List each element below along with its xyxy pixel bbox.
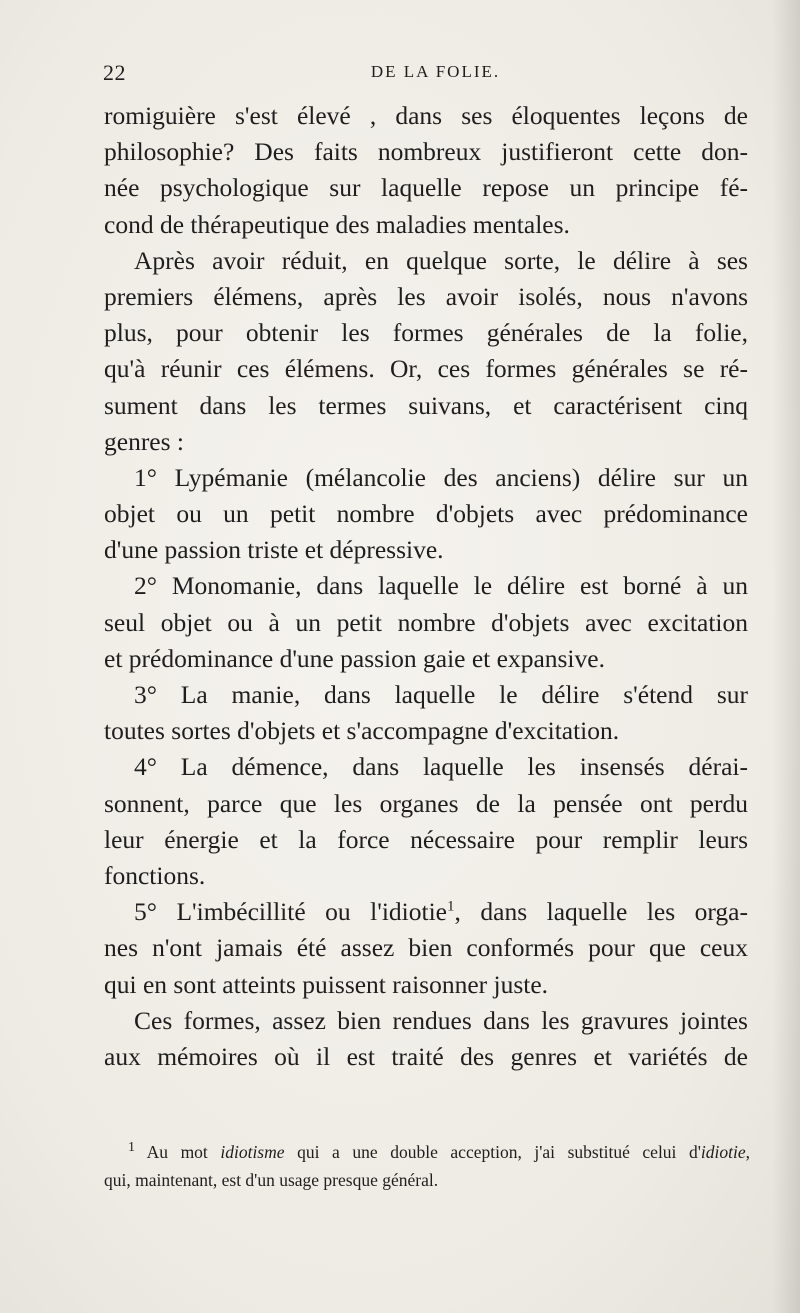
footnote-text: qui a une double acception, j'ai substitué celui d' (284, 1142, 701, 1162)
text-line: et prédominance d'une passion gaie et expansive. (104, 643, 605, 673)
footnote (104, 1138, 750, 1194)
text-line: qui en sont atteints puissent raisonner juste. (104, 969, 549, 999)
text-line: d'une passion triste et dépressive. (104, 535, 444, 565)
text-line: 1° Lypémanie (mélancolie des anciens) délire sur un (134, 462, 748, 492)
text-line: toutes sortes d'objets et s'accompagne d'excitation. (104, 716, 620, 746)
body-text (104, 98, 748, 1075)
footnote-text: , (745, 1142, 750, 1162)
text-line: sument dans les termes suivans, et caractérisent cinq (104, 390, 748, 420)
text-line: romiguière s'est élevé , dans ses éloquentes leçons de (104, 101, 748, 130)
text-line: seul objet ou à un petit nombre d'objets avec excitation (104, 607, 748, 637)
text-line: philosophie? Des faits nombreux justifieront cette don- (104, 137, 748, 167)
text-line: Ces formes, assez bien rendues dans les gravures jointes (134, 1005, 748, 1035)
footnote-mark: 1 (128, 1140, 135, 1156)
text-line: Après avoir réduit, en quelque sorte, le délire à ses (134, 245, 748, 275)
text-line: aux mémoires où il est traité des genres et variétés de (104, 1041, 748, 1071)
text-line: 2° Monomanie, dans laquelle le délire est borné à un (134, 571, 748, 601)
text-line: cond de thérapeutique des maladies mentales. (104, 209, 570, 239)
text-line: premiers élémens, après les avoir isolés, nous n'avons (104, 281, 748, 311)
text-fragment: 5° L'imbécillité ou l'idiotie (134, 897, 447, 927)
footnote-term: idiotie (700, 1142, 746, 1162)
footnote-text: Au mot (135, 1142, 221, 1162)
text-line: nes n'ont jamais été assez bien conformés pour que ceux (104, 933, 748, 963)
footnote-reference: 1 (447, 898, 455, 915)
text-line: leur énergie et la force nécessaire pour remplir leurs (104, 824, 748, 854)
text-line: sonnent, parce que les organes de la pensée ont perdu (104, 788, 748, 818)
text-line: genres : (104, 426, 185, 456)
page-header (103, 60, 748, 90)
text-line: 3° La manie, dans laquelle le délire s'étend sur (134, 680, 748, 709)
text-fragment: , dans laquelle les orga- (454, 897, 748, 927)
text-line: 4° La démence, dans laquelle les insensés dérai- (134, 752, 748, 782)
text-line (104, 894, 748, 930)
text-line: qu'à réunir ces élémens. Or, ces formes générales se ré- (104, 354, 748, 384)
text-line: objet ou un petit nombre d'objets avec prédominance (104, 499, 748, 529)
footnote-line (104, 1138, 750, 1166)
page-edge-shadow (772, 0, 800, 1313)
text-line: fonctions. (104, 860, 206, 890)
footnote-term: idiotisme (220, 1142, 285, 1162)
text-line: plus, pour obtenir les formes générales de la folie, (104, 318, 748, 348)
footnote-line: qui, maintenant, est d'un usage presque général. (104, 1170, 439, 1190)
page-number: 22 (103, 60, 126, 85)
text-line: née psychologique sur laquelle repose un principe fé- (104, 173, 748, 203)
running-head: DE LA FOLIE. (370, 62, 501, 81)
